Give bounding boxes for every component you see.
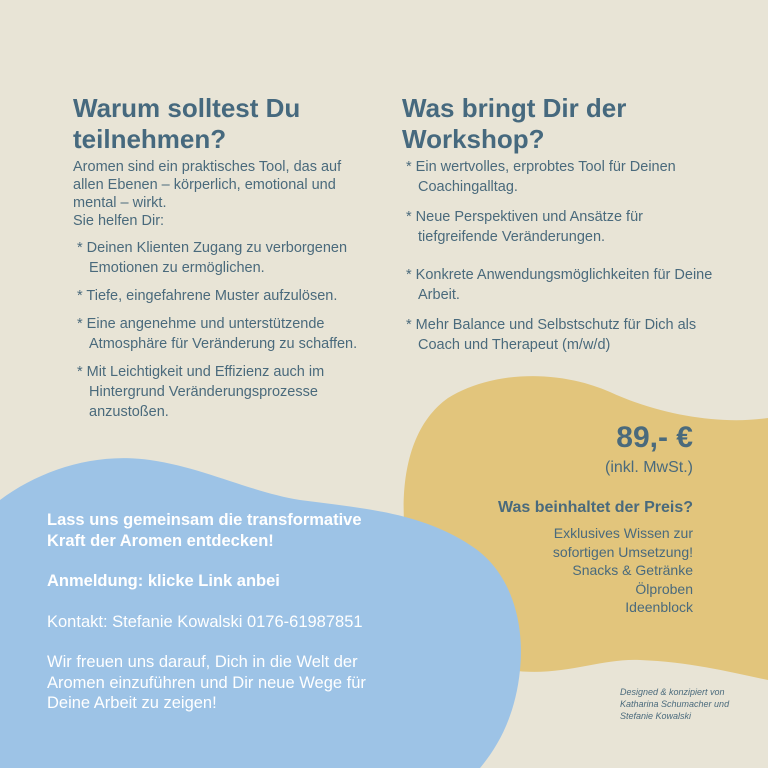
contact-text: Kontakt: Stefanie Kowalski 0176-61987851	[47, 612, 363, 631]
list-item: * Mit Leichtigkeit und Effizienz auch im Hintergrund Veränderungsprozesse anzustoßen.	[77, 364, 325, 420]
included-section	[433, 498, 693, 617]
call-to-action	[47, 510, 447, 714]
price-block	[605, 420, 693, 478]
list-item: * Konkrete Anwendungsmöglichkeiten für Deine Arbeit.	[406, 267, 713, 303]
why-participate-heading: Warum solltest Du teilnehmen?	[73, 93, 301, 154]
design-credit: Designed & konzipiert von Katharina Schumacher und Stefanie Kowalski	[620, 687, 730, 721]
list-item: Ölproben	[635, 580, 693, 597]
list-item: Snacks & Getränke	[572, 562, 693, 578]
workshop-benefits-section	[402, 93, 722, 365]
list-item: * Ein wertvolles, erprobtes Tool für Deinen Coachingalltag.	[406, 159, 676, 195]
included-heading: Was beinhaltet der Preis?	[497, 499, 693, 516]
benefits-list	[73, 238, 373, 422]
price-amount: 89,- €	[616, 421, 693, 454]
list-item: Ideenblock	[625, 599, 693, 615]
list-item: Exklusives Wissen zur	[553, 525, 693, 541]
cta-headline: Lass uns gemeinsam die transformative Kraft der Aromen entdecken!	[47, 511, 362, 550]
list-item: * Neue Perspektiven und Ansätze für tiefgreifende Veränderungen.	[406, 209, 643, 245]
intro-text: Aromen sind ein praktisches Tool, das auf allen Ebenen – körperlich, emotional und mental – wirkt. Sie helfen Dir:	[73, 159, 342, 229]
workshop-benefits-heading: Was bringt Dir der Workshop?	[402, 93, 627, 154]
list-item: * Eine angenehme und unterstützende Atmosphäre für Veränderung zu schaffen.	[77, 316, 358, 352]
list-item: sofortigen Umsetzung!	[552, 543, 693, 560]
workshop-benefits-list	[402, 157, 722, 355]
closing-text: Wir freuen uns darauf, Dich in die Welt der Aromen einzuführen und Dir neue Wege für Deine Arbeit zu zeigen!	[47, 653, 366, 712]
price-tax-note: (inkl. MwSt.)	[605, 459, 693, 476]
signup-text: Anmeldung: klicke Link anbei	[47, 572, 280, 590]
list-item: * Tiefe, eingefahrene Muster aufzulösen.	[77, 288, 338, 304]
list-item: * Mehr Balance und Selbstschutz für Dich als Coach und Therapeut (m/w/d)	[406, 317, 697, 353]
why-participate-section	[73, 93, 373, 422]
list-item: * Deinen Klienten Zugang zu verborgenen Emotionen zu ermöglichen.	[77, 240, 348, 276]
